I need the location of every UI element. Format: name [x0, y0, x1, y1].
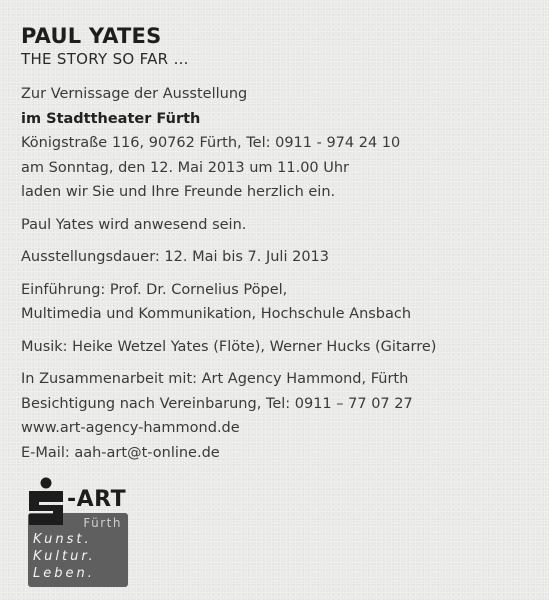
contact-info	[21, 367, 539, 465]
s-art-logo	[25, 477, 133, 591]
introduction-speaker: Einführung: Prof. Dr. Cornelius Pöpel,	[21, 281, 288, 298]
presence-text: Paul Yates wird anwesend sein.	[21, 216, 247, 233]
introduction-info	[21, 278, 539, 327]
duration-text: Ausstellungsdauer: 12. Mai bis 7. Juli 2013	[21, 249, 329, 265]
email-link[interactable]: E-Mail: aah-art@t-online.de	[21, 444, 220, 461]
venue-address: Königstraße 116, 90762 Fürth, Tel: 0911 - 974 24 10	[21, 135, 401, 151]
venue-name: im Stadttheater Fürth	[21, 110, 201, 127]
logo-brand: -ART	[67, 487, 127, 512]
logo-slogan	[33, 531, 96, 582]
invitation-card	[21, 22, 539, 465]
slogan-line: Leben.	[33, 566, 95, 581]
partner-text: In Zusammenarbeit mit: Art Agency Hammond, Fürth	[21, 371, 409, 387]
invitation-text	[21, 82, 539, 205]
sparkasse-s-icon	[25, 477, 67, 529]
music-text: Musik: Heike Wetzel Yates (Flöte), Werner Hucks (Gitarre)	[21, 338, 437, 355]
event-date: am Sonntag, den 12. Mai 2013 um 11.00 Uhr	[21, 159, 350, 176]
presence-note	[21, 213, 539, 238]
introduction-affiliation: Multimedia und Kommunikation, Hochschule Ansbach	[21, 306, 412, 322]
slogan-line: Kultur.	[33, 549, 96, 564]
intro-line: Zur Vernissage der Ausstellung	[21, 86, 248, 102]
invite-line: laden wir Sie und Ihre Freunde herzlich ein.	[21, 184, 336, 200]
page-subtitle: THE STORY SO FAR …	[21, 50, 189, 68]
logo-city: Fürth	[83, 516, 122, 530]
page-title: PAUL YATES	[21, 24, 162, 48]
exhibition-duration	[21, 245, 539, 270]
website-link[interactable]: www.art-agency-hammond.de	[21, 420, 240, 436]
slogan-line: Kunst.	[33, 532, 92, 547]
viewing-text: Besichtigung nach Vereinbarung, Tel: 0911 – 77 07 27	[21, 395, 413, 412]
music-info	[21, 335, 539, 360]
